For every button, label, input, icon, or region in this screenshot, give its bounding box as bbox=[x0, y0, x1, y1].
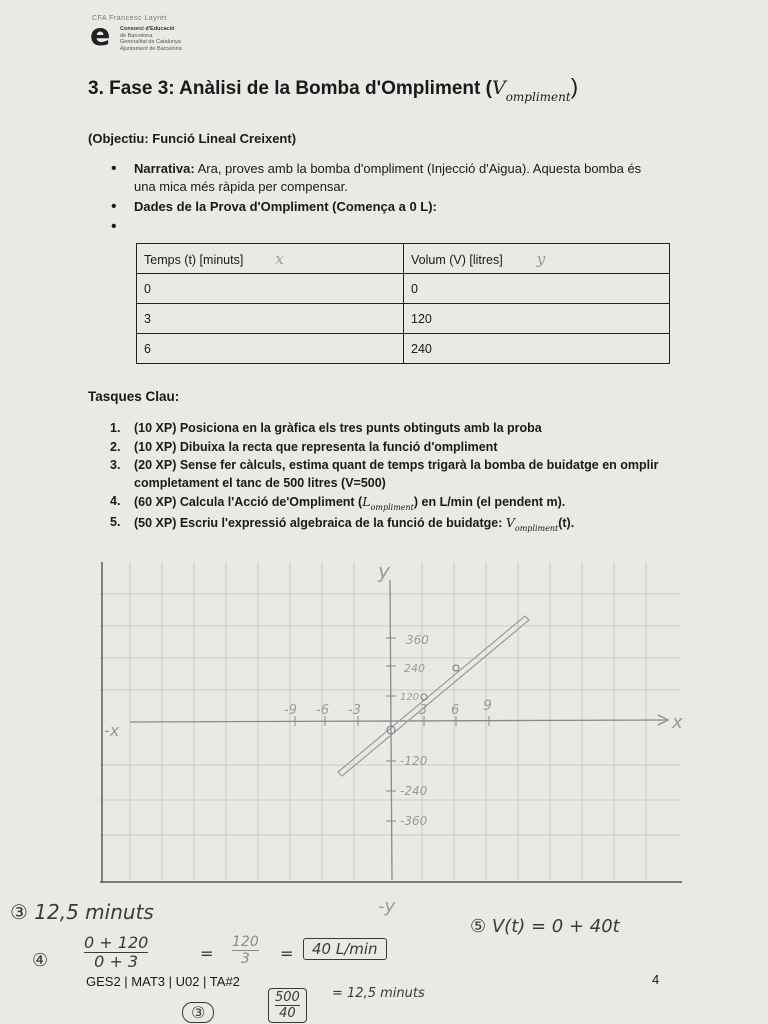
org-line: Ajuntament de Barcelona bbox=[120, 45, 182, 52]
handwritten-label-3b: ③ bbox=[182, 1002, 214, 1023]
task-item: 5. (50 XP) Escriu l'expressió algebraica de la funció de buidatge: $V_{ompliment}(t)$. bbox=[110, 514, 575, 533]
objective: (Objectiu: Funció Lineal Creixent) bbox=[88, 131, 297, 146]
handwritten-result: = 12,5 minuts bbox=[332, 986, 425, 1001]
tick-label: 6 bbox=[451, 703, 460, 718]
org-lines bbox=[120, 26, 210, 52]
tick-label: 9 bbox=[483, 698, 492, 714]
table-header-row bbox=[137, 244, 670, 274]
handwritten-mark: x bbox=[275, 249, 284, 268]
title-symbol: V bbox=[491, 77, 506, 99]
handwritten-fraction bbox=[84, 934, 148, 971]
title-text: 3. Fase 3: Anàlisi de la Bomba d'Ompliment ( bbox=[88, 78, 492, 99]
narrative-text: Ara, proves amb la bomba d'ompliment (Injecció d'Aigua). Aquesta bomba és una mica més ràpida per compensar. bbox=[134, 161, 642, 194]
tick-label: 3 bbox=[419, 703, 428, 718]
axis-label-y: y bbox=[378, 559, 390, 583]
handwritten-label-4: ④ bbox=[32, 950, 49, 971]
org-line: Consorci d'Educació bbox=[120, 26, 175, 32]
org-line: Generalitat de Catalunya bbox=[120, 39, 181, 46]
handwritten-fraction bbox=[232, 934, 259, 967]
header-cell: Volum (V) [litres] y bbox=[404, 244, 670, 274]
section-title bbox=[88, 74, 579, 104]
tick-label: -6 bbox=[316, 703, 329, 718]
data-table bbox=[136, 243, 670, 364]
fraction-numerator: 500 bbox=[275, 990, 300, 1005]
bullet-list bbox=[108, 160, 648, 238]
title-subscript: ompliment bbox=[505, 90, 571, 104]
narrative-item bbox=[108, 160, 648, 196]
narrative-label: Narrativa: bbox=[134, 161, 195, 176]
page-number: 4 bbox=[652, 972, 660, 987]
task-item: 2. (10 XP) Dibuixa la recta que representa la funció d'ompliment bbox=[110, 439, 498, 454]
footer-code: GES2 | MAT3 | U02 | TA#2 bbox=[86, 974, 240, 989]
table-cell: 0 bbox=[137, 274, 404, 304]
org-line: de Barcelona bbox=[120, 32, 153, 39]
fraction-denominator: 3 bbox=[232, 950, 259, 967]
table-row bbox=[137, 274, 670, 304]
axis-label-neg-y: -y bbox=[378, 896, 396, 917]
tick-label: 120 bbox=[400, 692, 420, 703]
handwritten-equals: = bbox=[280, 944, 294, 963]
school-name: CFA Francesc Layret bbox=[92, 15, 167, 22]
tick-label: -240 bbox=[400, 784, 428, 798]
handwritten-mark: y bbox=[536, 249, 546, 268]
tasks-list bbox=[110, 420, 670, 534]
axis-label-neg-x: -x bbox=[104, 721, 120, 740]
fraction-numerator: 120 bbox=[232, 934, 259, 950]
table-row bbox=[137, 304, 670, 334]
table-cell: 120 bbox=[404, 304, 670, 334]
consorci-logo-icon: e bbox=[90, 18, 111, 53]
tick-label: -9 bbox=[284, 703, 297, 718]
tick-label: -120 bbox=[400, 754, 428, 768]
empty-bullet bbox=[108, 218, 648, 236]
fraction-denominator: 40 bbox=[279, 1006, 296, 1021]
fraction-denominator: 0 + 3 bbox=[94, 952, 139, 971]
handwritten-result: 40 L/min bbox=[303, 938, 387, 960]
tick-label: -360 bbox=[400, 814, 428, 828]
tick-label: 360 bbox=[406, 633, 429, 647]
data-item bbox=[108, 198, 648, 216]
header-cell: Temps (t) [minuts] x bbox=[137, 244, 404, 274]
task-item: 3. (20 XP) Sense fer càlculs, estima quant de temps trigarà la bomba de buidatge en omplir completament el tanc de 500 litres (V=500) bbox=[110, 458, 659, 490]
tick-label: 240 bbox=[404, 662, 425, 675]
table-cell: 6 bbox=[137, 334, 404, 364]
tasks-heading: Tasques Clau: bbox=[88, 389, 180, 404]
table-cell: 3 bbox=[137, 304, 404, 334]
table-cell: 0 bbox=[404, 274, 670, 304]
handwritten-equals: = bbox=[200, 944, 214, 963]
task-item: 1. (10 XP) Posiciona en la gràfica els tres punts obtinguts amb la proba bbox=[110, 421, 542, 435]
handwritten-answer-3: ③ 12,5 minuts bbox=[10, 900, 154, 924]
table-row bbox=[137, 334, 670, 364]
task-item: 4. (60 XP) Calcula l'Acció de'Ompliment $(L_{ompliment})$ en L/min (el pendent m). bbox=[110, 494, 566, 512]
title-close: ) bbox=[570, 74, 579, 99]
tick-label: -3 bbox=[348, 703, 361, 718]
data-label: Dades de la Prova d'Ompliment (Comença a 0 L): bbox=[134, 199, 437, 214]
drawn-line bbox=[338, 616, 529, 776]
axis-label-x: x bbox=[672, 712, 683, 733]
handwritten-answer-5: ⑤ V(t) = 0 + 40t bbox=[470, 916, 620, 937]
fraction-numerator: 0 + 120 bbox=[84, 933, 149, 952]
handwritten-fraction bbox=[268, 988, 307, 1023]
table-cell: 240 bbox=[404, 334, 670, 364]
